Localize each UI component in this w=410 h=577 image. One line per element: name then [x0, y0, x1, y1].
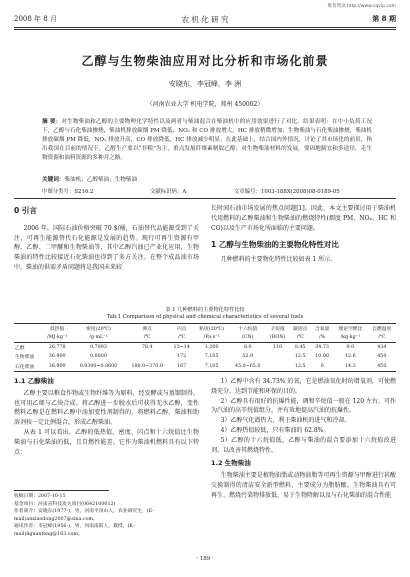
watermark-brand: 维普资讯 http://www.cqvip.com [327, 4, 396, 9]
table-cell: 78.4 [141, 345, 153, 350]
table-cell: 自燃温度 [372, 327, 392, 332]
sub11-heading: 1.1 乙醇柴油 [14, 377, 54, 385]
intro-heading: 0 引言 [14, 206, 37, 215]
table-cell: 52.9 [242, 354, 254, 360]
properties-table-grid [14, 323, 396, 372]
table-cell: 乙醇 [15, 346, 25, 351]
table-cell: 生物柴油 [15, 355, 35, 361]
sub11-paragraph-2: 从表 1 可以看出，乙醇的低热值、密度、闪点和十六烷值比生物柴油与石化柴油的低，且自燃性能差。它作为柴油机燃料具有以下特点： [14, 428, 199, 456]
table-cell: 8.45 [294, 345, 306, 350]
list-item: 2）乙醇具有很好的抗爆性能，调和辛烷值一般在 120 左右，可作为汽油的高辛烷值组分，并有效地提高汽油的抗爆性。 [211, 397, 396, 415]
table-cell: 8.0 [243, 345, 252, 350]
article-id: 文章编号：1003-188X(2008)08-0189-05 [234, 189, 340, 195]
table-cell: 36.900 [48, 363, 66, 369]
paper-authors: 安晓东，李冠峰，李 洲 [168, 80, 242, 88]
table-cell: 172 [177, 354, 187, 360]
table-cell: 闪点 [176, 327, 187, 332]
table-cell: 密度(20℃) [86, 327, 111, 332]
table-cell: /MJ·kg⁻¹ [46, 335, 68, 340]
footnote-item: 通讯作者：李冠峰(1956-)，男，河南南阳人，教授，(E-mail)liguanfeng@163.com。 [14, 524, 135, 537]
footnote-rule [14, 490, 109, 491]
table-cell [266, 352, 289, 362]
lower-right [211, 377, 396, 501]
table-cell: 9.0 [346, 345, 355, 350]
sub12-heading: 1.2 生物柴油 [211, 459, 251, 468]
list-item: 5）乙醇的十六烷值低，乙醇与柴油的混合要添加十六烷值改进剂，以改善其燃烧特性。 [211, 436, 396, 454]
abstract-rule [14, 198, 396, 199]
footnote-item: 收稿日期：2007-10-15 [14, 494, 66, 499]
list-item: 1）乙醇中含有 34.73% 的氧，它是燃油氧化时的增氧剂，可使燃烧充分，达到节能和环保的目的。 [211, 378, 396, 395]
list-item: 3）乙醇气化潜热大，利于柴油机的进气和冷却。 [220, 417, 351, 425]
table-cell: 34.73 [315, 345, 329, 350]
table-cell: 12.6 [345, 354, 356, 360]
abstract-text: 对生物柴油和乙醇的主要物理化学特性以及两者与柴油混合在柴油机中的应用效果进行了对比。结果表明：在中小负荷工况下，乙醇与石化柴油掺烧，柴油机排放碳烟 PM 降低，NOₓ 和 CO 排放增大，HC 排放稍微增加；生物柴油与石化柴油掺烧，柴油机排放碳烟 PM 降低，NOₓ 排放升高，CO 排放降低，HC 排放减少明显。在此基础上，结合国内外情况，讨论了其市场化的前景，指出我国在目前的情况下，乙醇生产要以“非粮”为主，重点发展纤维素制取乙醇；对生物柴油材料的发展，要因地制宜和多途径，走生物资源和油料资源的多种并之路。 [42, 119, 372, 161]
page-number: · 189 · [196, 556, 214, 562]
table-cell: 0.8800 [90, 354, 107, 360]
table-cell: 12.5 [294, 363, 306, 369]
table-cell: 13~14 [173, 345, 190, 350]
table-cell: 0.7893 [90, 345, 107, 350]
running-header [14, 6, 396, 26]
table-cell: /kg·kg⁻¹ [340, 335, 361, 340]
header-journal: 农 机 化 研 究 [181, 15, 229, 24]
table-cell: 110 [273, 345, 283, 350]
table-cell: 含氧量 [314, 327, 330, 332]
table-cell: 0.8300~0.8600 [79, 363, 118, 369]
table-cell: 12.5 [294, 354, 306, 360]
paper-title: 乙醇与生物柴油应用对比分析和市场化前景 [81, 54, 329, 68]
abstract [42, 118, 372, 163]
table-cell: 180.0~370.0 [131, 363, 163, 369]
table-cell: 7.105 [204, 363, 219, 369]
keywords-label: 关键词： [42, 177, 65, 183]
sub12-paragraph-1: 生物柴油主要是植物油脂或动物油脂等可再生资源与甲醇进行甚酸交换制得的清洁安全新型燃料，主要成分为脂肪酸。生物柴油具有可再生、燃烧污染物排放低、易于生物降解以及与石化柴油的混合性能 [211, 472, 396, 499]
footnotes [14, 493, 199, 539]
table-cell: 低热值 [49, 327, 65, 332]
table-row [14, 333, 396, 343]
table-cell: 1.200 [204, 345, 219, 350]
header-issue: 第 8 期 [372, 14, 396, 23]
properties-table [14, 323, 396, 372]
lower-left [14, 377, 199, 457]
intro-right [211, 204, 396, 265]
table-cell: 26.778 [48, 345, 66, 350]
header-rule-2 [14, 29, 396, 30]
document-code: 文献标识码：A [150, 189, 187, 195]
table-cell [14, 333, 42, 343]
paper-affiliation: （河南农业大学 机电学院，郑州 450002） [146, 101, 264, 108]
table-cell: /℃ [378, 335, 386, 340]
footnote-item: 作者简介：安晓东(1977-)，男，河南平顶山人，农业研究生，(E-mail)anxiaodong2007@sina.com。 [14, 509, 154, 522]
table-cell: /g·mL⁻¹ [89, 335, 108, 340]
table-cell: 凝固点 [293, 327, 308, 332]
table-cell: /℃ [143, 335, 151, 340]
table-cell: 0 [320, 363, 324, 369]
table-cell: 14.3 [345, 363, 356, 369]
list-item: 4）乙醇热值较低，只有柴油的 62.8%。 [220, 426, 330, 434]
sub11-paragraph-1: 乙醇主要以粮食作物或生物纤维等为原料，经发酵或与蒸馏制得，也可用乙烯与乙炔合成。将乙醇进一步脱水后可获得无水乙醇，变性燃料乙醇是在燃料乙醇中添加变性剂制得的，将燃料乙醇、柴油和助溶剂按一定比例混合，形成乙醇柴油。 [14, 389, 199, 427]
section1-heading: 1 乙醇与生物柴油的主要物化特性对比 [211, 240, 339, 250]
table-cell: 7.105 [204, 354, 219, 360]
table-cell: /℃ [178, 335, 186, 340]
header-date: 2008 年 8 月 [14, 15, 57, 23]
table-cell: (CN) [241, 335, 254, 340]
table-cell [266, 362, 289, 372]
table-cell: 36.900 [48, 354, 66, 360]
table-cell: /℃ [296, 335, 304, 340]
table-caption-en: Tab.1 Comparison of physical and chemical characteristics of several fuels [106, 314, 304, 320]
table-caption-cn: 表 1 几种燃料的主要物化特性比较 [165, 307, 245, 313]
table-cell: /% [319, 335, 326, 340]
intro-paragraph-2: 长时间石油市场发展的焦点问题[1]。因此，本文主要探讨用于柴油机代用燃料的乙醇柴油和生物柴油的燃烧特性(烟度 PM、NOₓ、HC 和 CO)以及生产市场化所面临的主要问题。 [211, 205, 396, 232]
keywords [42, 175, 137, 183]
table-cell [125, 352, 170, 362]
header-rule [14, 27, 396, 28]
table-cell: 450 [377, 354, 387, 360]
table-row [14, 362, 396, 372]
table-cell: 石化柴油 [15, 364, 35, 370]
footnote-item: 基金项目：河南省科技攻关项目(0642100012) [14, 501, 116, 507]
table-cell [14, 324, 42, 334]
table-cell: 粘度(20℃) [199, 327, 225, 332]
table-cell: 理论空燃比 [338, 327, 363, 332]
section1-intro: 几种燃料的主要物化特性比较如表 1 所示。 [220, 256, 337, 264]
table-cell: 辛烷值 [270, 327, 285, 332]
table-cell: 450 [377, 363, 387, 369]
intro-left [14, 204, 199, 273]
table-cell: 45.0~65.0 [235, 363, 261, 369]
table-row [14, 324, 396, 334]
table-row [14, 352, 396, 362]
table-cell: 434 [377, 345, 387, 350]
table-cell: 沸点 [142, 327, 152, 332]
table-cell: /Pa·s⁻¹ [203, 335, 220, 340]
abstract-label: 摘 要： [42, 119, 62, 125]
table-cell: 10.00 [315, 354, 329, 360]
table-cell: (RON) [269, 335, 286, 340]
intro-paragraph-1: 2006 年，国际石油价格突破 70 $/桶，石油替代品能源受到了关注，可再生能源替代石化能源是发展的趋势。现行可再生资源有甲醇、乙醇、二甲醚和生物柴油等，其中乙醇汽油已产业化应用，生物柴油的特性比较接近石化柴油也得到了多方关注。在整个成品油市场中，柴油的供需矛盾问题将是我国未来较 [14, 224, 199, 271]
clc-number: 中图分类号：S216.2 [42, 189, 94, 195]
table-cell: 十六烷值 [238, 327, 258, 332]
table-row [14, 343, 396, 353]
keywords-text: 柴油机；乙醇柴油；生物柴油 [64, 177, 138, 183]
table-cell: 167 [177, 363, 187, 369]
